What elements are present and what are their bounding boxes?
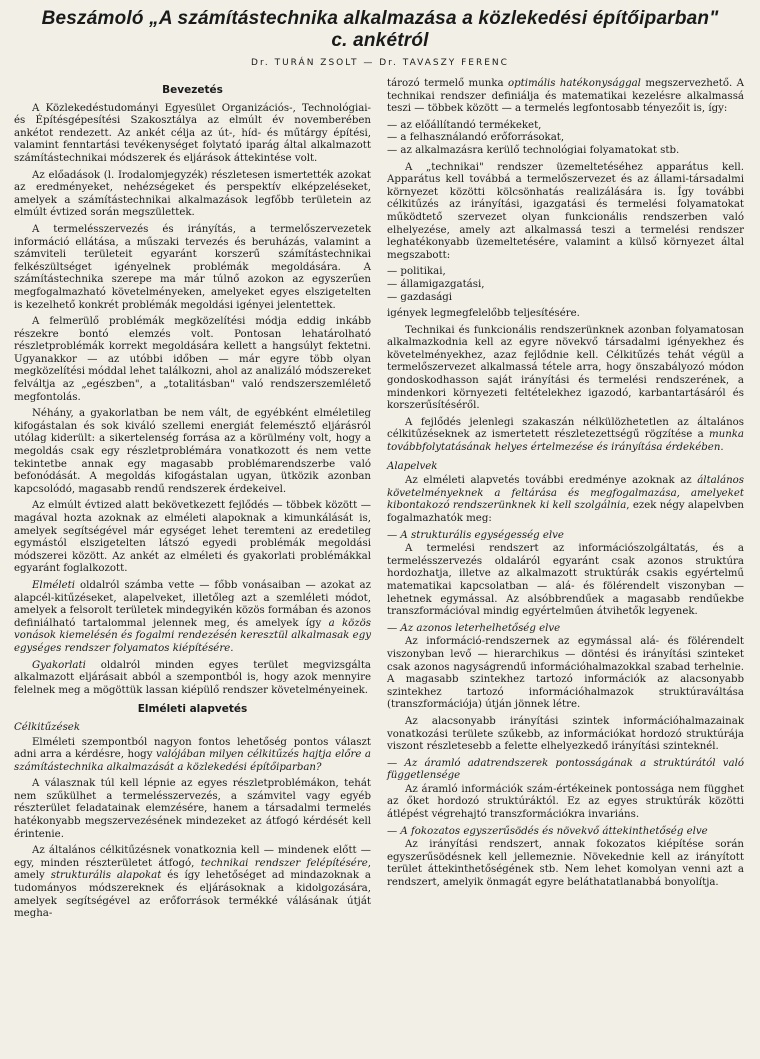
paragraph [387,417,744,455]
list-item: — államigazgatási, [387,278,485,290]
paragraph [14,845,371,921]
subheading-goals: Célkitűzések [14,721,80,733]
paragraph: A felmerülő problémák megközelítési módja eddig inkább részekre bontó elemzés volt. Pontosan lehatárolható részletproblémák korrekt megoldására kellett a hangsúlyt fektetni. Ugyanakkor — az utóbbi időben — már egyre több olyan megközelítési móddal lehet találkozni, ahol az analizáló módszereket felváltja az „egészben", a „totalitásban" való rendszerszemlélető megfontolás. [14,316,371,403]
paragraph: A termelési rendszert az információszolgáltatás, és a termelésszervezés oldaláról egyaránt csak azonos struktúra hordozhatja, illetve az alkalmazott struktúrák csakis egyértelmű matematikai kapcsolatban — alá- és fölérendelt viszonyban — lehetnek egymással. Az alsóbbrendűek a magasabb rendűekbe transzformációval mindig egyértelműen átvihetők legyenek. [387,543,744,618]
paragraph: Az elmúlt évtized alatt bekövetkezett fejlődés — többek között — magával hozta azoknak az elméleti alapoknak a kimunkálását is, amelyek segítségével már egységet lehet teremteni az eredetileg egymástól elszigetelten látszó egyedi problémák megoldási módszerei között. Az ankét az elméleti és gyakorlati problémákkal egyaránt foglalkozott. [14,500,371,575]
factor-list [387,120,744,158]
heading-theory: Elméleti alapvetés [137,703,248,716]
authors: Dr. TURÁN ZSOLT — Dr. TAVASZY FERENC [251,58,509,68]
paragraph: igények legmegfelelőbb teljesítésére. [387,308,580,320]
emphasis: optimális hatékonysággal [507,78,641,89]
paragraph [387,78,744,116]
text: , ezek négy alapelvben fogalmazhatók meg: [387,500,744,524]
emphasis: munka továbbfolytatásának helyes értelmezése és irányítása érdekében. [387,429,744,454]
paragraph: Az előadások (l. Irodalomjegyzék) részletesen ismertették azokat az eredményeket, nehézségeket és perspektív elképzeléseket, amelyek a számítástechnikai alkalmazások legfőbb területein az elmúlt évtized során megszülettek. [14,169,371,219]
subheading-principles: Alapelvek [387,460,438,472]
text: megszervezhető. A technikai rendszer definiálja és matematikai kezelésre alkalmassá teszi — többek között — a termelés legfontosabb tényezőit is, így: [387,78,745,115]
principle-heading: — Az azonos leterhelhetőség elve [387,622,561,634]
paragraph: A „technikai" rendszer üzemeltetéséhez apparátus kell. Apparátus kell továbbá a termelőszervezet és az állami-társadalmi környezet közötti kölcsönhatás realizálására is. Így további célkitűzés az irányítási, igazgatási és termelési folyamatokat működtető szervezet olyan funkcionális rendszerben való elhelyezése, amely azt alkalmassá teszi a termelési rendszer leghatékonyabb üzemeltetésére, valamint a külső környezet által megszabott: [387,161,744,261]
paragraph: A termelésszervezés és irányítás, a termelőszervezetek információ ellátása, a műszaki tervezés és beruházás, valamint a számviteli területeit egyaránt korszerű számítástechnikai felkészültséget igényelnek problémák megoldására. A számítástechnika szerepe ma már túlnő azokon az egyszerűen megfogalmazható követelményeken, amelyeket egyes elszigetelten is kezelhető konkrét problémák megoldási igényei jelentettek. [14,223,371,311]
text: , amely [14,857,371,882]
right-column [387,78,744,925]
paragraph: A válasznak túl kell lépnie az egyes részletproblémákon, tehát nem szűkülhet a termelésszervezés, a számvitel vagy egyéb részterület feladatainak elemzésére, hanem a társadalmi termelés hatékonyabb megszervezésének mindezeket az átfogó kérdését kell érintenie. [14,778,371,840]
two-column-body [14,78,746,925]
text: és így lehetőséget ad mindazoknak a tudományos módszereknek és eljárásoknak a kidolgozására, amelyek segítségével az erőforrások termékké válásának útját megha- [14,870,372,920]
paragraph [14,737,371,775]
emphasis: általános követelményeknek a feltárása és megfogalmazása, amelyeket kibontakozó rendszerünknek ki kell szolgálnia [387,475,744,512]
emphasis: Gyakorlati [32,659,86,671]
heading-intro: Bevezetés [162,84,223,96]
paragraph: Az információ-rendszernek az egymással alá- és fölérendelt viszonyban levő — hierarchikus — döntési és irányítási szinteket csak azonos nagyságrendű információhalmazokkal szabad terhelnie. A magasabb szintekhez tartozó információk az alacsonyabb szintekhez tartozó információhalmazok struktúraváltása (transzformációja) útján jönnek létre. [387,636,744,711]
list-item: — az alkalmazásra kerülő technológiai folyamatokat stb. [387,144,680,156]
paragraph: Néhány, a gyakorlatban be nem vált, de egyébként elméletileg kifogástalan és sok kiváló szellemi energiát felemésztő eljárásról utólag kiderült: a sikertelenség forrása az a körülmény volt, hogy a megoldás csak egy részletproblémára vonatkozott és nem vette tekintetbe annak egy magasabb problémarendszerbe való befonódását. A megoldás kifogástalan ugyan, ütközik azonban kapcsolódó, magasabb rendű rendszerek érdekeivel. [14,408,371,495]
paragraph: A Közlekedéstudományi Egyesület Organizációs-, Technológiai- és Építésgépesítési Szakosztálya az elmúlt év novemberében ankétot rendezett. Az ankét célja az út-, híd- és műtárgy építési, valamint fenntartási tevékenységet folytató iparág által alkalmazott számítástechnikai módszerek és eljárások áttekintése volt. [14,102,371,164]
principle-heading: — A fokozatos egyszerűsödés és növekvő áttekinthetőség elve [387,825,708,837]
paragraph: Technikai és funkcionális rendszerünknek azonban folyamatosan alkalmazkodnia kell az egyre növekvő társadalmi igényekhez és követelményekhez, azaz fejlődnie kell. Célkitűzés tehát végül a termelőszervezet alkalmassá tétele arra, hogy önszabályozó módon gondoskodhasson saját irányítási és termelési rendszerének, a mindenkori környezeti feltételekhez igazodó, karbantartásáról és korszerűsítéséről. [387,324,744,412]
emphasis: Elméleti [32,579,76,591]
list-item: — a felhasználandó erőforrásokat, [387,132,565,144]
paragraph [387,475,744,525]
text: oldalról számba vette — főbb vonásaiban — azokat az alapcél-kitűzéseket, alapelveket, illetőleg azt a szemléleti módot, amelyek a felsorolt területek mindegyikén közös formában és azonos definiálható tartalommal jelennek meg, és amelyek így [14,579,371,629]
text: A fejlődés jelenlegi szakaszán nélkülözhetetlen az általános célkitűzéseknek az ismertetett részletezettségű rögzítése a [387,416,744,441]
text: Az elméleti alapvetés további eredménye azoknak az [405,475,698,487]
emphasis: strukturális alapokat [50,870,162,882]
requirement-list [387,266,744,304]
paragraph [14,660,371,698]
paragraph [14,580,371,656]
paragraph: Az alacsonyabb irányítási szintek információhalmazainak vonatkozási területe szűkebb, az információkat hordozó struktúrája viszont részletesebb a felette elhelyezkedő irányítási szinteknél. [387,715,744,753]
list-item: — gazdasági [387,291,453,303]
emphasis: technikai rendszer felépítésére [200,857,368,869]
article-title [14,8,746,52]
paragraph: Az áramló információk szám-értékeinek pontossága nem függhet az őket hordozó struktúráktól. Ez az egyes struktúrák közötti átlépést végrehajtó transzformációkra invariáns. [387,783,744,821]
title-line-1: Beszámoló „A számítástechnika alkalmazása a közlekedési építőiparban" [41,8,719,29]
title-line-2: c. ankétról [331,30,429,51]
text: Az általános célkitűzésnek vonatkoznia kell — mindenek előtt — egy, minden részterületet átfogó, [14,845,371,869]
left-column [14,78,371,925]
text: tározó termelő munka [387,78,508,89]
emphasis: a közös vonások kiemelésén és fogalmi rendezésén keresztül alkalmasak egy egységes rendszer folyamatos kiépítésére. [14,617,371,654]
text: oldalról minden egyes terület megvizsgálta alkalmazott eljárásait abból a szempontból is, hogy azok mennyire felelnek meg a mögöttük lassan kiépülő rendszer követelményeinek. [14,659,371,696]
paragraph: Az irányítási rendszert, annak fokozatos kiépítése során egyszerűsödésnek kell jellemeznie. Növekednie kell az irányított terület áttekinthetőségének stb. Nem lehet komolyan venni azt a rendszert, amelyik önmagát egyre beláthatatlanabbá bonyolítja. [387,839,744,889]
principle-heading: — Az áramló adatrendszerek pontosságának a struktúrától való függetlensége [387,757,744,782]
emphasis: valójában milyen célkitűzés hajtja előre a számítástechnika alkalmazását a közlekedési építőiparban? [14,749,372,773]
text: Elméleti szempontból nagyon fontos lehetőség pontos választ adni arra a kérdésre, hogy [14,736,371,761]
list-item: — az előállítandó termékeket, [387,119,542,131]
list-item: — politikai, [387,266,446,278]
principle-heading: — A strukturális egységesség elve [387,529,564,541]
